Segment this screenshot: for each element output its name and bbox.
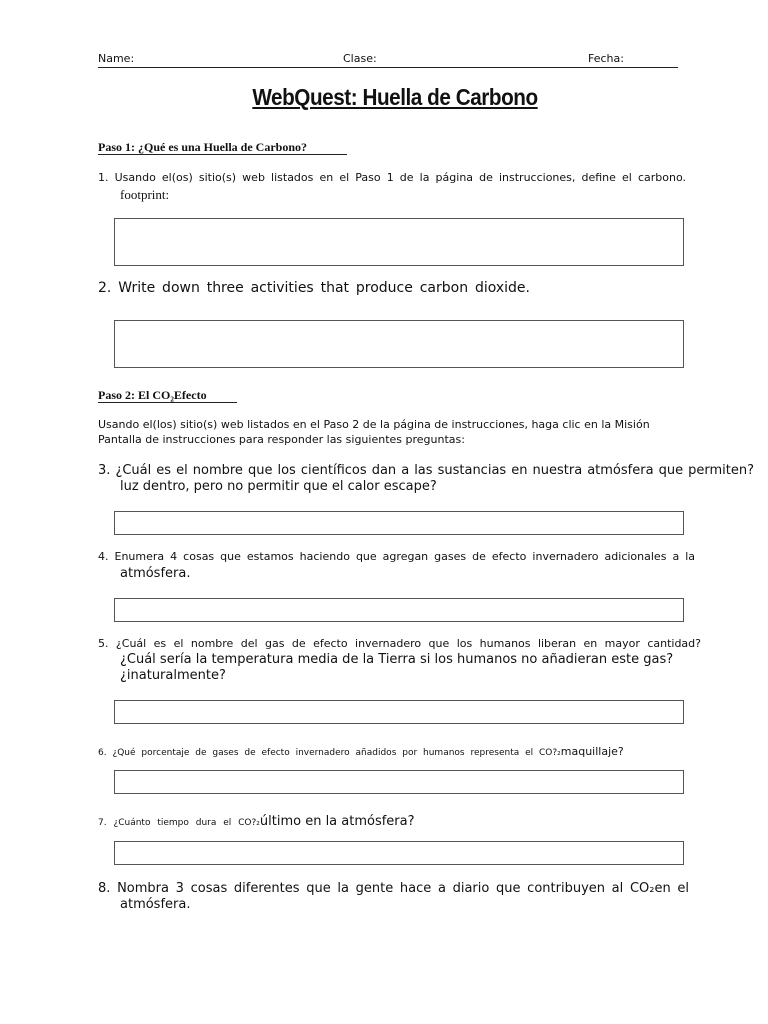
question-3-line1: 3. ¿Cuál es el nombre que los científicos dan a las sustancias en nuestra atmósfera que permiten? (98, 463, 754, 478)
step2-heading: Paso 2: El CO₂Efecto (98, 388, 237, 403)
answer-box-4[interactable] (114, 598, 684, 622)
date-label: Fecha: (588, 52, 624, 65)
question-1-line1: 1. Usando el(os) sitio(s) web listados en el Paso 1 de la página de instrucciones, define el carbono. (98, 171, 686, 184)
name-label: Name: (98, 52, 135, 65)
answer-box-2[interactable] (114, 320, 684, 368)
question-8-line2: atmósfera. (120, 897, 191, 912)
question-4-line1: 4. Enumera 4 cosas que estamos haciendo que agregan gases de efecto invernadero adicionales a la (98, 550, 695, 563)
question-5-line1: 5. ¿Cuál es el nombre del gas de efecto invernadero que los humanos liberan en mayor cantidad? (98, 637, 701, 650)
question-4-line2: atmósfera. (120, 566, 191, 581)
question-7 (98, 810, 415, 829)
step2-intro-line2: Pantalla de instrucciones para responder las siguientes preguntas: (98, 433, 465, 446)
question-5-line3: ¿inaturalmente? (120, 668, 226, 683)
answer-box-3[interactable] (114, 511, 684, 535)
header-line (98, 52, 678, 68)
page-title: WebQuest: Huella de Carbono (252, 84, 538, 110)
question-8-line1: 8. Nombra 3 cosas diferentes que la gente hace a diario que contribuyen al CO₂en el (98, 881, 689, 896)
question-1-line2: footprint: (120, 187, 170, 202)
question-7-part2: último en la atmósfera? (259, 814, 415, 829)
step1-heading: Paso 1: ¿Qué es una Huella de Carbono? (98, 140, 347, 155)
question-6 (98, 740, 624, 759)
step2-intro-line1: Usando el(los) sitio(s) web listados en el Paso 2 de la página de instrucciones, haga clic en la Misión (98, 418, 650, 431)
question-3-line2: luz dentro, pero no permitir que el calor escape? (120, 479, 437, 494)
answer-box-7[interactable] (114, 841, 684, 865)
answer-box-5[interactable] (114, 700, 684, 724)
question-2: 2. Write down three activities that produce carbon dioxide. (98, 280, 530, 296)
question-6-part1: 6. ¿Qué porcentaje de gases de efecto invernadero añadidos por humanos representa el CO?₂ (98, 748, 561, 758)
question-6-part2: maquillaje? (560, 745, 624, 758)
class-label: Clase: (343, 52, 377, 65)
answer-box-1[interactable] (114, 218, 684, 266)
step2-intro (98, 417, 678, 447)
question-7-part1: 7. ¿Cuánto tiempo dura el CO?₂ (98, 818, 260, 828)
answer-box-6[interactable] (114, 770, 684, 794)
question-5-line2: ¿Cuál sería la temperatura media de la Tierra si los humanos no añadieran este gas? (120, 652, 674, 667)
